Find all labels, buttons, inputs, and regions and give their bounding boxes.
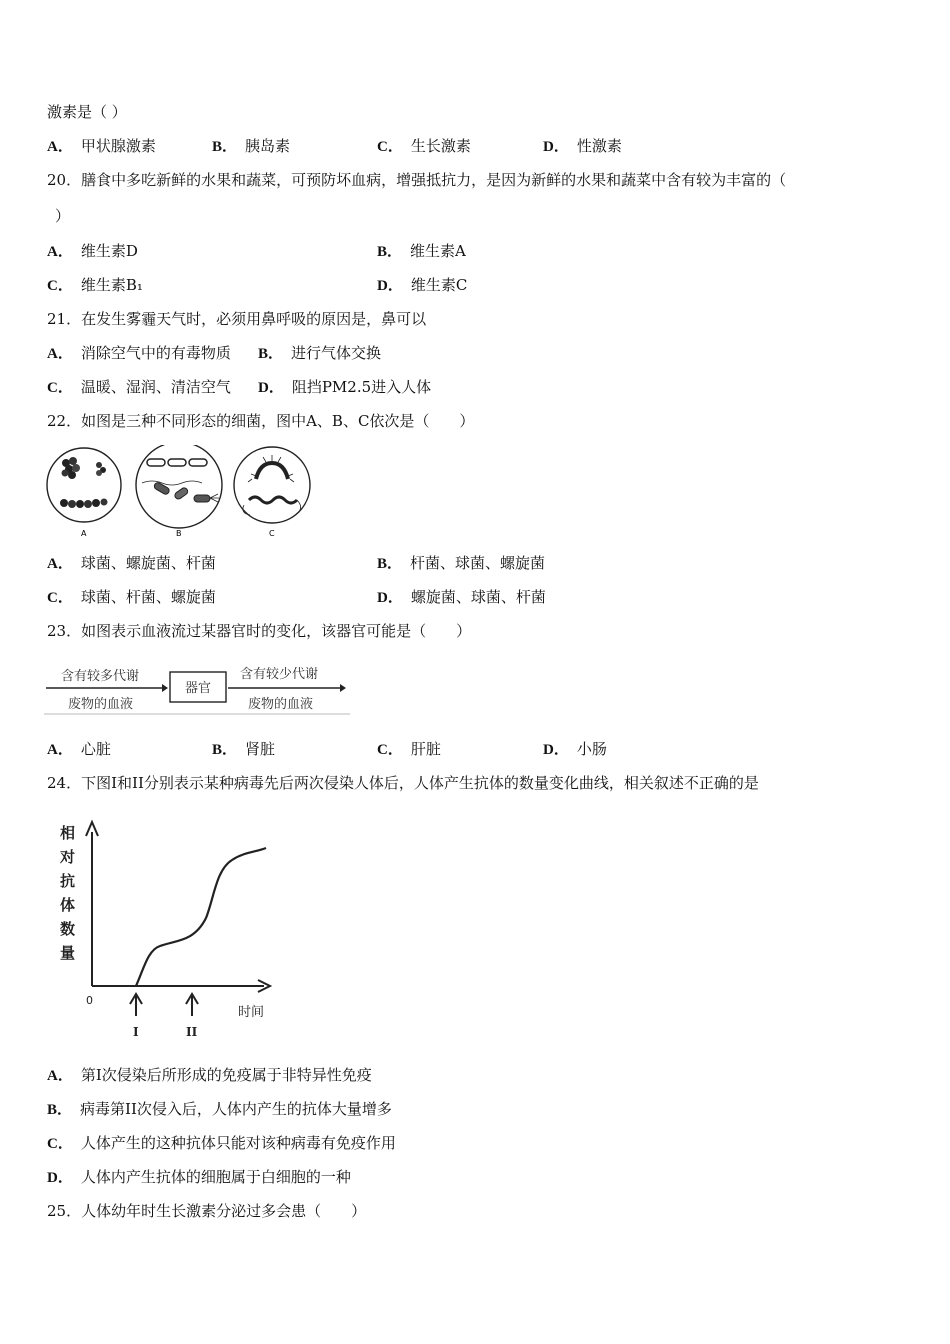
- q20-option-c: C． 维生素B₁: [47, 276, 143, 294]
- antibody-curve-graph: [56, 818, 286, 1044]
- graph-ylabel-char-5: 数: [60, 920, 76, 938]
- diagram-left-bottom: 废物的血液: [68, 697, 134, 712]
- q22-option-c: C． 球菌、杆菌、螺旋菌: [47, 588, 216, 606]
- q24-option-d: D． 人体内产生抗体的细胞属于白细胞的一种: [47, 1168, 351, 1186]
- blood-flow-diagram: [44, 658, 352, 716]
- q22-option-a: A． 球菌、螺旋菌、杆菌: [47, 554, 216, 572]
- q21-option-d: D． 阻挡PM2.5进入人体: [258, 378, 432, 396]
- graph-ylabel: [59, 824, 80, 962]
- bacteria-label-c: C: [269, 529, 275, 538]
- bacteria-a-cocci: [47, 448, 121, 522]
- antibody-curve: [136, 848, 266, 986]
- q24-stem: 24．下图I和II分别表示某种病毒先后两次侵染人体后，人体产生抗体的数量变化曲线，相关叙述不正确的是: [47, 774, 759, 792]
- diagram-box-label: 器官: [185, 681, 212, 696]
- graph-ylabel-char-4: 体: [60, 896, 76, 914]
- q21-option-c: C． 温暖、湿润、清洁空气: [47, 378, 231, 396]
- q24-option-c: C． 人体产生的这种抗体只能对该种病毒有免疫作用: [47, 1134, 396, 1152]
- diagram-right-top: 含有较少代谢: [240, 667, 319, 682]
- bacteria-c-spirilla: [234, 447, 310, 523]
- q20-option-a: A． 维生素D: [47, 242, 138, 260]
- graph-ylabel-char-1: 相: [60, 824, 76, 842]
- graph-marker-1: I: [133, 1025, 139, 1039]
- q20-stem-cont: ）: [55, 207, 71, 225]
- q20-option-b: B． 维生素A: [377, 242, 466, 260]
- q23-option-a: A． 心脏: [47, 740, 111, 758]
- graph-origin: 0: [86, 994, 93, 1007]
- bacteria-label-a: A: [81, 529, 87, 538]
- q20-option-d: D． 维生素C: [377, 276, 468, 294]
- q21-stem: 21．在发生雾霾天气时，必须用鼻呼吸的原因是，鼻可以: [47, 310, 427, 328]
- q19-option-b: B． 胰岛素: [212, 137, 291, 155]
- q23-stem: 23．如图表示血液流过某器官时的变化，该器官可能是（ ）: [47, 622, 472, 640]
- graph-marker-2: II: [186, 1025, 198, 1039]
- q22-option-b: B． 杆菌、球菌、螺旋菌: [377, 554, 546, 572]
- q23-option-c: C． 肝脏: [377, 740, 441, 758]
- bacteria-figure: [44, 445, 316, 540]
- q24-option-a: A． 第I次侵染后所形成的免疫属于非特异性免疫: [47, 1066, 372, 1084]
- graph-ylabel-char-6: 量: [60, 944, 76, 962]
- diagram-left-top: 含有较多代谢: [61, 669, 140, 684]
- q19-option-d: D． 性激素: [543, 137, 622, 155]
- q20-stem: 20．膳食中多吃新鲜的水果和蔬菜，可预防坏血病，增强抵抗力，是因为新鲜的水果和蔬菜中含有较为丰富的（: [47, 171, 787, 189]
- q19-stem-tail: 激素是（ ）: [47, 103, 127, 121]
- graph-xlabel: 时间: [238, 1005, 265, 1020]
- q23-option-b: B． 肾脏: [212, 740, 276, 758]
- q21-option-b: B． 进行气体交换: [258, 344, 382, 362]
- q22-stem: 22．如图是三种不同形态的细菌，图中A、B、C依次是（ ）: [47, 412, 475, 430]
- bacteria-b-bacilli: [136, 445, 222, 528]
- q24-option-b: B． 病毒第II次侵入后，人体内产生的抗体大量增多: [47, 1100, 392, 1118]
- q19-option-c: C． 生长激素: [377, 137, 471, 155]
- q21-option-a: A． 消除空气中的有毒物质: [47, 344, 231, 362]
- graph-ylabel-char-2: 对: [60, 848, 76, 866]
- q23-option-d: D． 小肠: [543, 740, 607, 758]
- bacteria-label-b: B: [176, 529, 182, 538]
- q19-option-a: A． 甲状腺激素: [47, 137, 156, 155]
- diagram-right-bottom: 废物的血液: [248, 697, 314, 712]
- graph-ylabel-char-3: 抗: [60, 872, 76, 890]
- q25-stem: 25．人体幼年时生长激素分泌过多会患（ ）: [47, 1202, 367, 1220]
- q22-option-d: D． 螺旋菌、球菌、杆菌: [377, 588, 546, 606]
